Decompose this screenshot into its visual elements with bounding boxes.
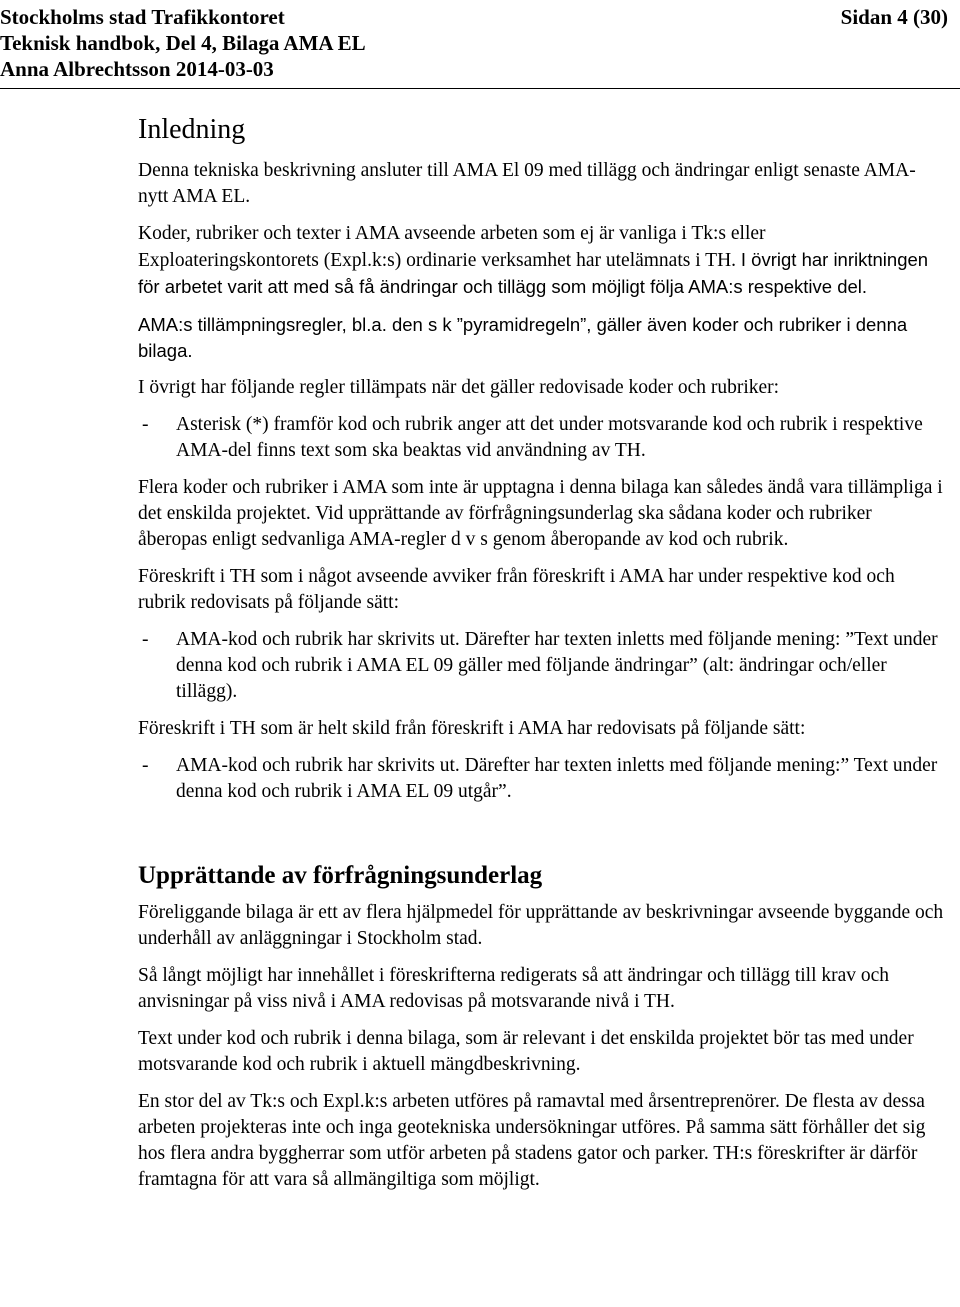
document-body bbox=[138, 112, 944, 1204]
list-item: - AMA-kod och rubrik har skrivits ut. Därefter har texten inletts med följande mening:” Text under denna kod och rubrik i AMA EL 09 utgår”. bbox=[142, 755, 938, 802]
paragraph: Föreskrift i TH som i något avseende avviker från föreskrift i AMA har under respektive kod och rubrik redovisats på följande sätt: bbox=[138, 566, 895, 613]
header-divider bbox=[0, 88, 960, 89]
section-title-upprattande: Upprättande av förfrågningsunderlag bbox=[138, 862, 543, 889]
list-item: - Asterisk (*) framför kod och rubrik anger att det under motsvarande kod och rubrik i respektive AMA-del finns text som ska beaktas vid användning av TH. bbox=[142, 414, 923, 461]
dash-list bbox=[0, 627, 944, 705]
paragraph: Denna tekniska beskrivning ansluter till AMA El 09 med tillägg och ändringar enligt senaste AMA-nytt AMA EL. bbox=[138, 160, 916, 207]
paragraph-text: Koder, rubriker och texter i AMA avseende arbeten som ej är vanliga i Tk:s eller Exploateringskontorets (Expl.k:s) ordinarie verksamhet har utelämnats i TH. bbox=[138, 223, 766, 271]
paragraph: En stor del av Tk:s och Expl.k:s arbeten utföres på ramavtal med årsentreprenörer. De flesta av dessa arbeten projekteras inte och inga geotekniska undersökningar utföres. På samma sätt förhåller det sig hos flera andra byggherrar som utför arbeten på stadens gator och parker. TH:s föreskrifter är därför framtagna för att vara så allmängiltiga som möjligt. bbox=[138, 1091, 926, 1190]
header-organization: Stockholms stad Trafikkontoret bbox=[0, 5, 285, 29]
list-item-text: AMA-kod och rubrik har skrivits ut. Därefter har texten inletts med följande mening: ”Text under denna kod och rubrik i AMA EL 09 gäller med följande ändringar” (alt: ändringar och/eller tillägg). bbox=[176, 629, 938, 702]
paragraph: Flera koder och rubriker i AMA som inte är upptagna i denna bilaga kan således ändå vara tillämpliga i det enskilda projektet. Vid upprättande av förfrågningsunderlag ska sådana koder och rubriker åberopas enligt sedvanliga AMA-regler d v s genom åberopande av kod och rubrik. bbox=[138, 477, 943, 550]
page-header bbox=[0, 0, 960, 81]
list-item-text: Asterisk (*) framför kod och rubrik anger att det under motsvarande kod och rubrik i respektive AMA-del finns text som ska beaktas vid användning av TH. bbox=[176, 414, 923, 461]
section-title-inledning: Inledning bbox=[138, 114, 246, 145]
paragraph-text: I övrigt har inriktningen för arbetet varit att med så få ändringar och tillägg som möjligt följa AMA:s respektive del. bbox=[138, 249, 929, 297]
paragraph: Så långt möjligt har innehållet i föreskrifterna redigerats så att ändringar och tillägg till krav och anvisningar på viss nivå i AMA redovisas på motsvarande nivå i TH. bbox=[138, 965, 890, 1012]
header-document-title: Teknisk handbok, Del 4, Bilaga AMA EL bbox=[0, 31, 366, 55]
header-author-date: Anna Albrechtsson 2014-03-03 bbox=[0, 57, 274, 81]
page-number: Sidan 4 (30) bbox=[840, 5, 948, 29]
dash-list bbox=[0, 412, 944, 464]
paragraph: I övrigt har följande regler tillämpats när det gäller redovisade koder och rubriker: bbox=[138, 377, 780, 398]
dash-list bbox=[0, 753, 944, 805]
paragraph: Text under kod och rubrik i denna bilaga, som är relevant i det enskilda projektet bör tas med under motsvarande kod och rubrik i aktuell mängdbeskrivning. bbox=[138, 1028, 914, 1075]
list-item: - AMA-kod och rubrik har skrivits ut. Därefter har texten inletts med följande mening: ”Text under denna kod och rubrik i AMA EL 09 gäller med följande ändringar” (alt: ändringar och/eller tillägg). bbox=[142, 629, 938, 702]
paragraph: AMA:s tillämpningsregler, bl.a. den s k ”pyramidregeln”, gäller även koder och rubriker i denna bilaga. bbox=[138, 314, 908, 361]
section-spacer bbox=[138, 816, 944, 860]
paragraph: Föreskrift i TH som är helt skild från föreskrift i AMA har redovisats på följande sätt: bbox=[138, 718, 806, 739]
paragraph: Föreliggande bilaga är ett av flera hjälpmedel för upprättande av beskrivningar avseende byggande och underhåll av anläggningar i Stockholm stad. bbox=[138, 902, 944, 949]
paragraph bbox=[138, 221, 944, 301]
list-item-text: AMA-kod och rubrik har skrivits ut. Därefter har texten inletts med följande mening:” Text under denna kod och rubrik i AMA EL 09 utgår”. bbox=[176, 755, 938, 802]
